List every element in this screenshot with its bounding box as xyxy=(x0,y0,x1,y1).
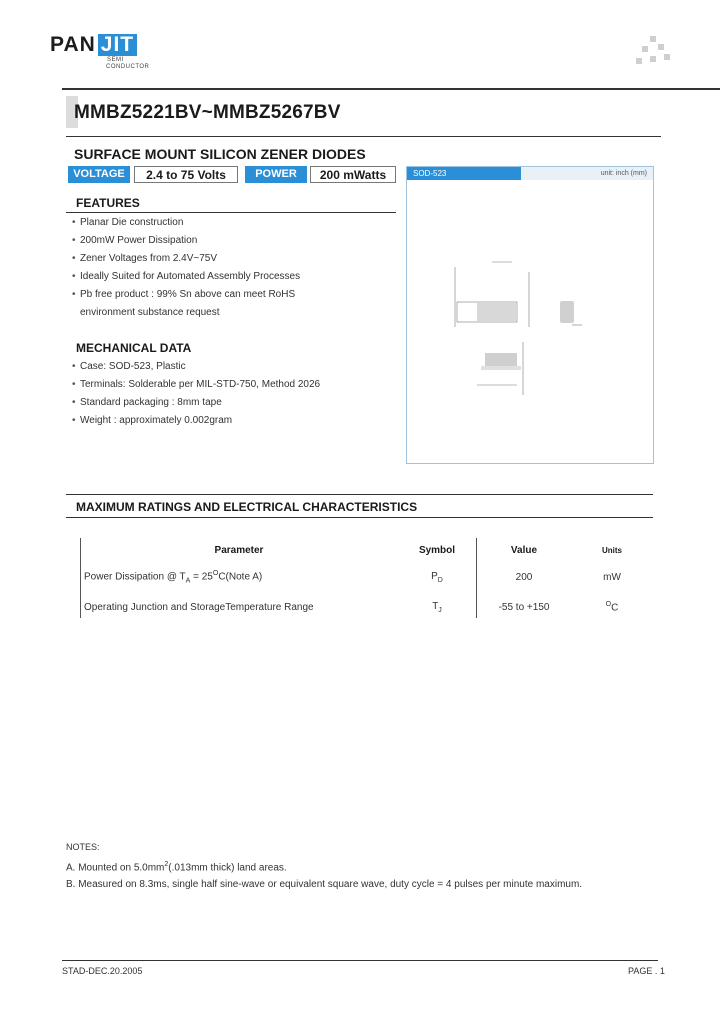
logo-pan: PAN xyxy=(50,33,96,56)
ratings-top-rule xyxy=(66,494,653,495)
note-a-text: A. Mounted on 5.0mm xyxy=(66,862,165,874)
mechanical-heading: MECHANICAL DATA xyxy=(76,341,192,355)
end-view-body xyxy=(477,342,523,395)
voltage-value: 2.4 to 75 Volts xyxy=(134,166,238,183)
logo-wordmark xyxy=(50,33,137,57)
footer-page-number: PAGE . 1 xyxy=(628,966,665,976)
logo-sub-semi: SEMI xyxy=(107,57,124,63)
ratings-header-row xyxy=(80,538,652,562)
voltage-label: VOLTAGE xyxy=(68,166,130,183)
ratings-heading-rule xyxy=(66,517,653,518)
feature-item: • Planar Die construction xyxy=(72,214,300,232)
header-rule xyxy=(62,88,720,90)
table-row xyxy=(80,562,652,592)
feature-item: • Ideally Suited for Automated Assembly Processes xyxy=(72,268,300,286)
power-value: 200 mWatts xyxy=(310,166,396,183)
package-drawing-panel xyxy=(406,166,654,464)
symbol-main: T xyxy=(432,600,439,612)
side-view-body xyxy=(560,301,582,325)
note-b: B. Measured on 8.3ms, single half sine-wave or equivalent square wave, duty cycle = 4 pulses per minute maximum. xyxy=(66,879,583,890)
feature-item: • 200mW Power Dissipation xyxy=(72,232,300,250)
features-list xyxy=(72,214,300,322)
row-units: mW xyxy=(603,571,621,583)
decorative-squares-icon xyxy=(636,36,670,68)
mechanical-item: • Weight : approximately 0.002gram xyxy=(72,412,320,430)
ratings-table xyxy=(80,538,652,622)
header-parameter: Parameter xyxy=(214,544,264,556)
units-sup: O xyxy=(605,600,612,608)
note-a xyxy=(66,861,287,873)
header-value: Value xyxy=(510,544,538,556)
header-units: Units xyxy=(602,545,622,555)
product-subtitle: SURFACE MOUNT SILICON ZENER DIODES xyxy=(74,146,366,162)
footer-rule xyxy=(62,960,658,961)
feature-item: • Zener Voltages from 2.4V~75V xyxy=(72,250,300,268)
logo-sub-conductor: CONDUCTOR xyxy=(106,64,150,70)
feature-item-continued: environment substance request xyxy=(80,307,220,318)
header-symbol: Symbol xyxy=(418,544,456,556)
mechanical-item: • Case: SOD-523, Plastic xyxy=(72,358,320,376)
symbol-sub: J xyxy=(438,606,442,614)
param-post: C(Note A) xyxy=(218,571,263,583)
notes-heading: NOTES: xyxy=(66,842,100,852)
package-name: SOD-523 xyxy=(407,167,521,180)
logo-jit: JIT xyxy=(98,34,137,56)
features-heading: FEATURES xyxy=(76,196,140,210)
top-view-body xyxy=(455,262,529,327)
mechanical-item: • Terminals: Solderable per MIL-STD-750, Method 2026 xyxy=(72,376,320,394)
footer-doc-code: STAD-DEC.20.2005 xyxy=(62,966,143,976)
row-value: -55 to +150 xyxy=(498,601,550,613)
row-symbol xyxy=(398,592,476,622)
mechanical-item: • Standard packaging : 8mm tape xyxy=(72,394,320,412)
symbol-main: P xyxy=(431,570,438,582)
note-a-sup: 2 xyxy=(164,861,169,868)
feature-item: • Pb free product : 99% Sn above can meet RoHS xyxy=(72,286,300,304)
part-title: MMBZ5221BV~MMBZ5267BV xyxy=(74,102,341,123)
param-text: Power Dissipation @ T xyxy=(84,571,186,583)
param-eq: = 25 xyxy=(190,571,213,583)
param-sub: A xyxy=(185,577,191,585)
row-parameter: Operating Junction and StorageTemperature Range xyxy=(84,601,314,613)
param-sup: O xyxy=(212,569,219,577)
note-a-post: (.013mm thick) land areas. xyxy=(168,862,287,874)
row-symbol xyxy=(398,562,476,592)
row-parameter xyxy=(80,562,398,592)
mechanical-list xyxy=(72,358,320,430)
power-label: POWER xyxy=(245,166,307,183)
package-outline-drawing xyxy=(407,167,655,465)
title-rule xyxy=(66,136,661,137)
ratings-heading: MAXIMUM RATINGS AND ELECTRICAL CHARACTERISTICS xyxy=(76,500,418,514)
symbol-sub: D xyxy=(437,576,443,584)
table-row xyxy=(80,592,652,622)
panjit-logo xyxy=(50,33,160,75)
units-main: C xyxy=(611,602,619,614)
row-units xyxy=(572,592,652,622)
package-unit-note: unit: inch (mm) xyxy=(521,167,653,180)
features-rule xyxy=(66,212,396,213)
row-value: 200 xyxy=(515,571,533,583)
